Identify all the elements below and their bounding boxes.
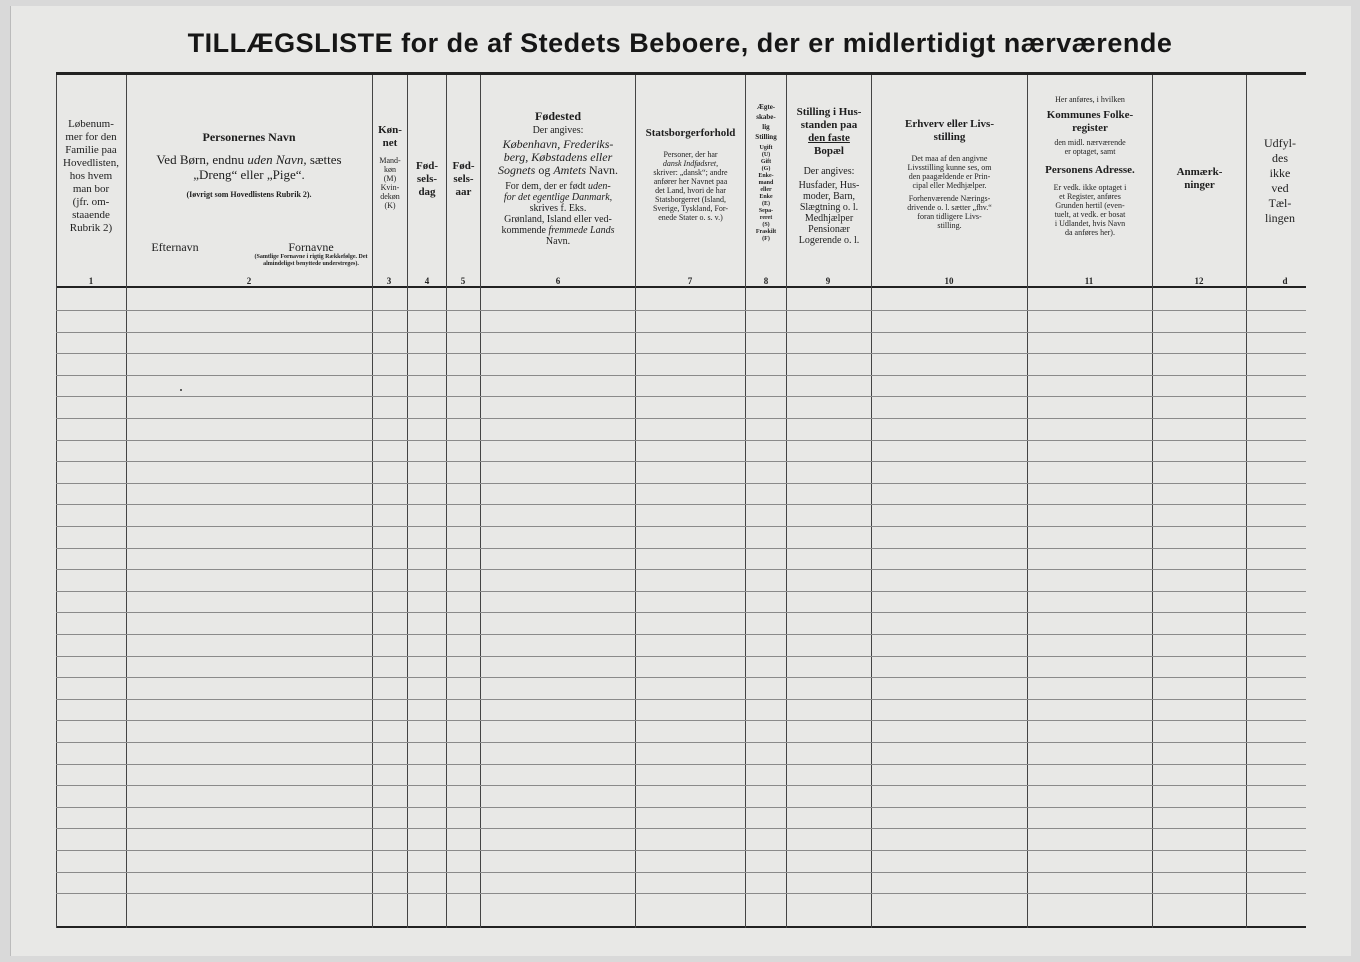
form-row-line	[56, 872, 1306, 873]
form-row-line	[56, 893, 1306, 894]
form-row-line	[56, 699, 1306, 700]
form-row-line	[56, 396, 1306, 397]
form-row-line	[56, 634, 1306, 635]
col-number: 9	[825, 276, 831, 286]
col-8-option-text: (U)	[761, 152, 771, 158]
form-row-line	[56, 504, 1306, 505]
form-row-line	[56, 569, 1306, 570]
ink-speck	[180, 389, 182, 391]
form-row-line	[56, 418, 1306, 419]
form-row-line	[56, 656, 1306, 657]
col-4-header: Fød- sels- dag	[416, 160, 438, 198]
col-6-header: Fødested Der angives: København, Frederiks- berg, Købstadens eller Sognets og Amtets Navn. For dem, der er født uden- for det egentlige Danmark, skrives f. Eks. Grønland, Island eller ved- kommende fremmede Lands Navn.	[497, 109, 618, 247]
form-row-line	[56, 440, 1306, 441]
form-row-line	[56, 720, 1306, 721]
col-8-option-text: (E)	[762, 201, 770, 207]
form-row-line	[56, 483, 1306, 484]
form-row-line	[56, 828, 1306, 829]
col-number: 5	[460, 276, 466, 286]
form-row-line	[56, 526, 1306, 527]
header-bottom-rule	[56, 286, 1306, 288]
col-d-header: Udfyl- des ikke ved Tæl- lingen	[1264, 136, 1296, 225]
col-2-header: Personernes Navn Ved Børn, endnu uden Navn, sættes „Dreng“ eller „Pige“. (Iøvrigt som Hovedlistens Rubrik 2).	[156, 130, 342, 199]
form-row-line	[56, 461, 1306, 462]
form-row-line	[56, 612, 1306, 613]
col-8-option-text: eller	[760, 187, 772, 193]
col-number: 11	[1084, 276, 1094, 286]
col-2-efternavn: Efternavn	[151, 240, 199, 254]
form-row-line	[56, 785, 1306, 786]
column-line	[407, 75, 408, 928]
col-number: 10	[944, 276, 954, 286]
form-row-line	[56, 375, 1306, 376]
top-rule	[56, 72, 1306, 75]
col-8-option-text: Enke	[759, 194, 773, 200]
col-number: d	[1282, 276, 1288, 286]
bottom-rule	[56, 926, 1306, 928]
column-line	[1152, 75, 1153, 928]
col-number: 7	[687, 276, 693, 286]
col-2-fornavne: Fornavne (Samtlige Fornavne i rigtig Rækkefølge. Det almindeligst benyttede understreges).	[254, 240, 368, 267]
form-row-line	[56, 677, 1306, 678]
col-8-option-text: Ugift	[759, 145, 773, 151]
col-number: 1	[88, 276, 94, 286]
form-row-line	[56, 742, 1306, 743]
col-8-header: Ægte- skabe- lig Stilling Ugift (U) Gift (G) Enke- mand eller Enke (E) Sepa- reret (S) Fraskilt (F)	[746, 102, 786, 243]
col-8-option-text: mand	[758, 180, 774, 186]
col-3-header: Køn- net Mand- køn (M) Kvin- dekøn (K)	[378, 124, 402, 210]
col-number: 12	[1194, 276, 1204, 286]
col-10-header: Erhverv eller Livs- stilling Det maa af den angivne Livsstilling kunne ses, om den paagældende er Prin- cipal eller Medhjælper. Forhenværende Nærings- drivende o. l. sætter „fhv.“ foran tidligere Livs- stilling.	[905, 118, 994, 230]
form-row-line	[56, 807, 1306, 808]
form-row-line	[56, 850, 1306, 851]
form-row-line	[56, 764, 1306, 765]
form-row-line	[56, 591, 1306, 592]
col-number: 4	[424, 276, 430, 286]
col-number: 8	[763, 276, 769, 286]
form-row-line	[56, 310, 1306, 311]
col-number: 6	[555, 276, 561, 286]
column-line	[126, 75, 127, 928]
col-12-header: Anmærk- ninger	[1176, 166, 1223, 191]
form-row-line	[56, 332, 1306, 333]
col-8-option-text: (F)	[762, 236, 770, 242]
col-8-option-text: Sepa-	[758, 208, 774, 214]
col-8-option-text: (S)	[762, 222, 770, 228]
col-8-option-text: Enke-	[758, 173, 774, 179]
col-11-header: Her anføres, i hvilken Kommunes Folke- register den midl. nærværende er optaget, samt Personens Adresse. Er vedk. ikke optaget i et Register, anføres Grunden hertil (even- tuelt, at vedk. er bosat i Udlandet, hvis Navn da anføres her).	[1045, 95, 1135, 237]
col-8-option-text: (G)	[761, 166, 771, 172]
col-8-option-text: Gift	[760, 159, 772, 165]
page-title: TILLÆGSLISTE for de af Stedets Beboere, der er midlertidigt nærværende	[187, 28, 1173, 58]
col-8-option-text: reret	[759, 215, 773, 221]
col-7-header: Statsborgerforhold Personer, der har dansk Indfødsret, skriver: „dansk“; andre anfører her Navnet paa det Land, hvori de har Statsborgerret (Island, Sverige, Tyskland, For- enede Stater o. s. v.)	[645, 127, 736, 222]
column-line	[446, 75, 447, 928]
col-5-header: Fød- sels- aar	[452, 160, 475, 198]
col-9-header: Stilling i Hus- standen paa den faste Bopæl Der angives: Husfader, Hus- moder, Barn, Slægtning o. l. Medhjælper Pensionær Logerende o. l.	[796, 106, 862, 246]
form-row-line	[56, 548, 1306, 549]
col-number: 2	[246, 276, 252, 286]
form-row-line	[56, 353, 1306, 354]
col-number: 3	[386, 276, 392, 286]
col-1-header: Løbenum- mer for den Familie paa Hovedlisten, hos hvem man bor (jfr. om- staaende Rubrik 2)	[63, 118, 119, 234]
col-8-option-text: Fraskilt	[755, 229, 777, 235]
